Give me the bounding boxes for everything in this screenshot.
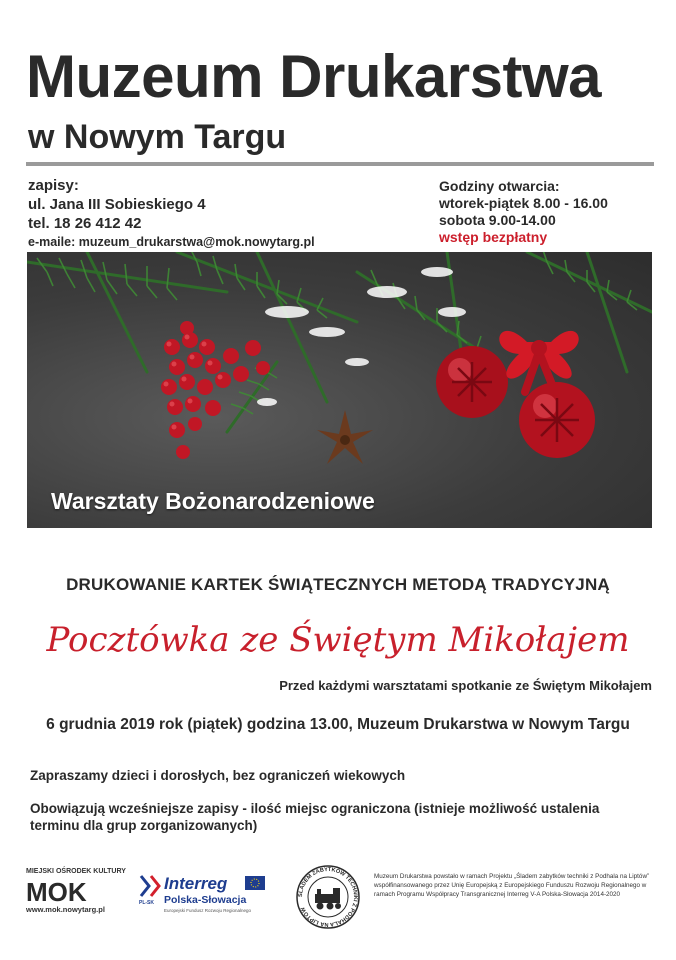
admission-free: wstęp bezpłatny <box>439 229 548 245</box>
hours-weekdays: wtorek-piątek 8.00 - 16.00 <box>439 195 608 211</box>
registration-rules: Obowiązują wcześniejsze zapisy - ilość miejsc ograniczona (istnieje możliwość ustalenia terminu dla grup zorganizowanych) <box>30 801 600 833</box>
mok-url: www.mok.nowytarg.pl <box>26 905 105 914</box>
event-headline: DRUKOWANIE KARTEK ŚWIĄTECZNYCH METODĄ TRADYCYJNĄ <box>66 575 610 594</box>
santa-meeting-note: Przed każdymi warsztatami spotkanie ze Świętym Mikołajem <box>279 678 652 693</box>
stamp-text: ŚLADEM ZABYTKÓW TECHNIKI Z PODHALA NA LIPTÓW <box>297 866 359 928</box>
footer <box>0 860 676 960</box>
interreg-logo <box>135 870 273 918</box>
contact-phone: tel. 18 26 412 42 <box>28 215 142 232</box>
mok-header: MIEJSKI OŚRODEK KULTURY <box>26 868 126 875</box>
interreg-country: Polska-Słowacja <box>164 894 247 906</box>
mok-logo-text: MOK <box>26 878 87 904</box>
project-stamp-logo <box>295 864 361 930</box>
christmas-photo <box>27 252 652 528</box>
pl-sk-label: PL-SK <box>139 900 154 906</box>
christmas-decoration-illustration <box>27 252 652 528</box>
contact-label: zapisy: <box>28 177 79 194</box>
event-date: 6 grudnia 2019 rok (piątek) godzina 13.00, Muzeum Drukarstwa w Nowym Targu <box>46 716 630 733</box>
page-title: Muzeum Drukarstwa <box>26 43 601 110</box>
contact-email: e-maile: muzeum_drukarstwa@mok.nowytarg.pl <box>28 235 315 249</box>
eu-flag-icon <box>245 876 265 890</box>
interreg-word: Interreg <box>164 874 228 893</box>
photo-caption: Warsztaty Bożonarodzeniowe <box>51 488 375 514</box>
project-funding-note: Muzeum Drukarstwa powstało w ramach Projektu „Śladem zabytków techniki z Podhala na Liptów” współfinansowanego przez Unię Europejską z Europejskiego Funduszu Rozwoju Regionalnego w ramach Programu Współpracy Transgranicznej Interreg V-A Polska-Słowacja 2014-2020 <box>374 873 650 898</box>
hours-label: Godziny otwarcia: <box>439 178 560 194</box>
contact-address: ul. Jana III Sobieskiego 4 <box>28 196 206 213</box>
pl-sk-emblem-icon <box>137 872 163 902</box>
page-subtitle: w Nowym Targu <box>28 118 287 156</box>
hours-saturday: sobota 9.00-14.00 <box>439 212 556 228</box>
contact-block <box>28 176 315 252</box>
opening-hours-block <box>439 178 608 246</box>
interreg-fund: Europejski Fundusz Rozwoju Regionalnego <box>164 908 252 913</box>
header-divider <box>26 162 654 166</box>
mok-logo <box>26 878 112 904</box>
invitation-text: Zapraszamy dzieci i dorosłych, bez ograniczeń wiekowych <box>30 768 406 783</box>
event-title: Pocztówka ze Świętym Mikołajem <box>46 620 630 660</box>
